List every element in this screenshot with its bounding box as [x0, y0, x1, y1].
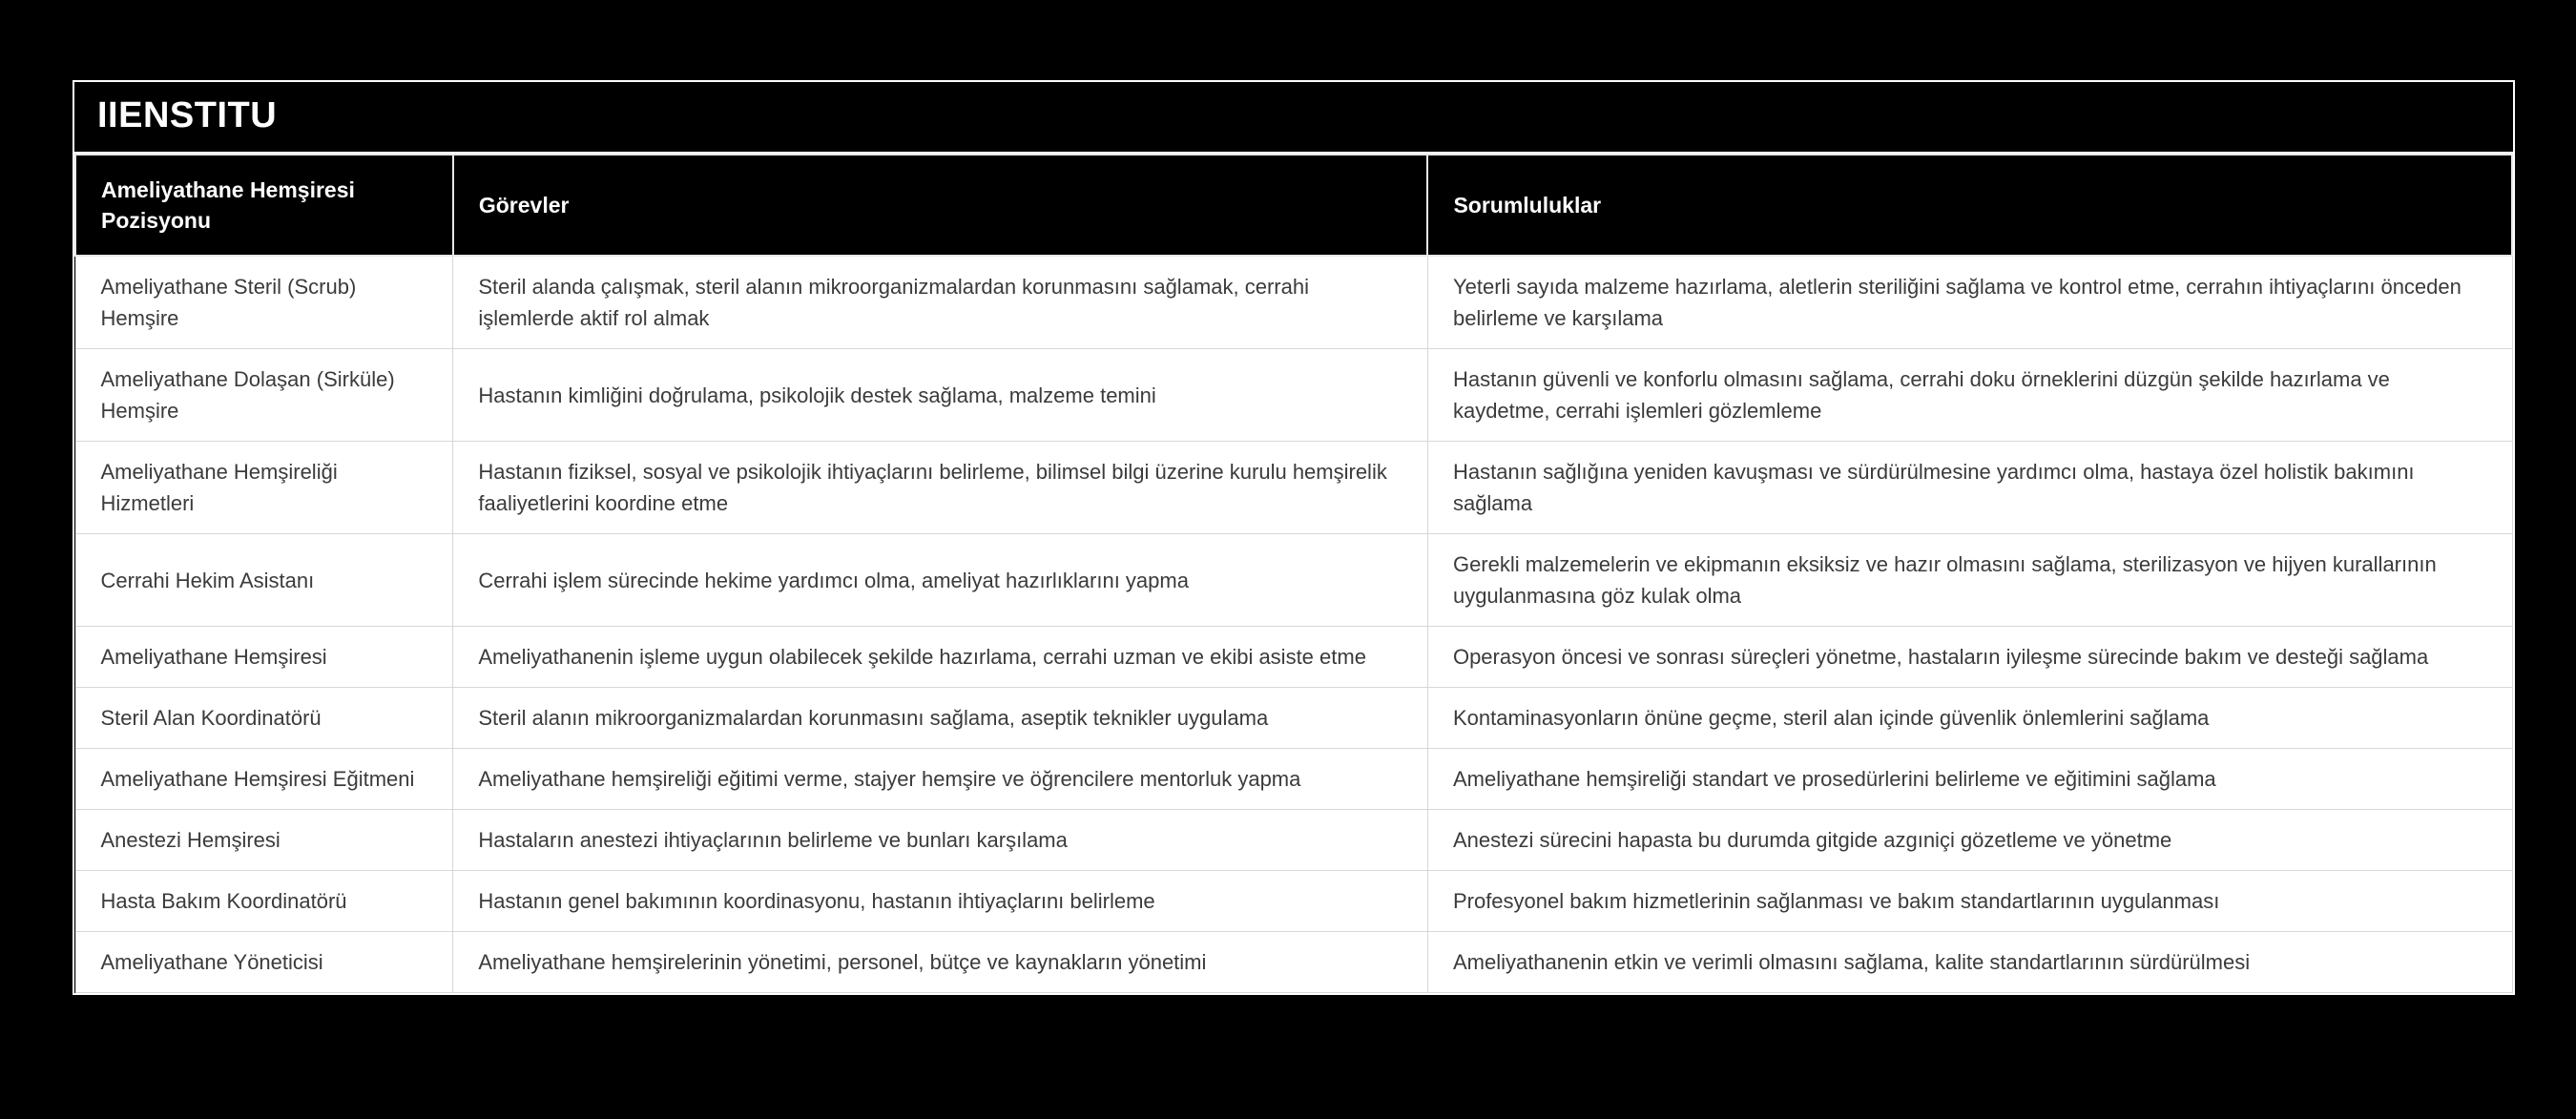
position-cell: Ameliyathane Yöneticisi	[75, 932, 453, 993]
column-header-duties: Görevler	[453, 155, 1428, 256]
positions-table	[74, 154, 2513, 993]
position-cell: Cerrahi Hekim Asistanı	[75, 534, 453, 627]
duties-cell: Steril alanın mikroorganizmalardan korunmasını sağlama, aseptik teknikler uygulama	[453, 688, 1428, 749]
table-body	[75, 256, 2512, 993]
position-cell: Ameliyathane Hemşiresi Eğitmeni	[75, 749, 453, 810]
duties-cell: Ameliyathanenin işleme uygun olabilecek şekilde hazırlama, cerrahi uzman ve ekibi asiste etme	[453, 627, 1428, 688]
table-row	[75, 349, 2512, 442]
table-row	[75, 627, 2512, 688]
page-title: IIENSTITU	[74, 82, 2513, 154]
table-row	[75, 749, 2512, 810]
position-cell: Ameliyathane Dolaşan (Sirküle) Hemşire	[75, 349, 453, 442]
responsibilities-cell: Ameliyathane hemşireliği standart ve prosedürlerini belirleme ve eğitimini sağlama	[1427, 749, 2512, 810]
duties-cell: Cerrahi işlem sürecinde hekime yardımcı olma, ameliyat hazırlıklarını yapma	[453, 534, 1428, 627]
responsibilities-cell: Hastanın güvenli ve konforlu olmasını sağlama, cerrahi doku örneklerini düzgün şekilde hazırlama ve kaydetme, cerrahi işlemleri gözlemleme	[1427, 349, 2512, 442]
table-row	[75, 688, 2512, 749]
table-row	[75, 256, 2512, 349]
table-row	[75, 442, 2512, 534]
position-cell: Ameliyathane Hemşiresi	[75, 627, 453, 688]
table-row	[75, 810, 2512, 871]
position-cell: Hasta Bakım Koordinatörü	[75, 871, 453, 932]
table-row	[75, 932, 2512, 993]
position-cell: Ameliyathane Hemşireliği Hizmetleri	[75, 442, 453, 534]
column-header-responsibilities: Sorumluluklar	[1427, 155, 2512, 256]
duties-cell: Ameliyathane hemşireliği eğitimi verme, stajyer hemşire ve öğrencilere mentorluk yapma	[453, 749, 1428, 810]
duties-cell: Ameliyathane hemşirelerinin yönetimi, personel, bütçe ve kaynakların yönetimi	[453, 932, 1428, 993]
duties-cell: Hastanın kimliğini doğrulama, psikolojik destek sağlama, malzeme temini	[453, 349, 1428, 442]
content-card	[73, 80, 2515, 995]
table-row	[75, 871, 2512, 932]
responsibilities-cell: Ameliyathanenin etkin ve verimli olmasını sağlama, kalite standartlarının sürdürülmesi	[1427, 932, 2512, 993]
responsibilities-cell: Anestezi sürecini hapasta bu durumda gitgide azgıniçi gözetleme ve yönetme	[1427, 810, 2512, 871]
column-header-position: Ameliyathane Hemşiresi Pozisyonu	[75, 155, 453, 256]
table-header-row	[75, 155, 2512, 256]
responsibilities-cell: Gerekli malzemelerin ve ekipmanın eksiksiz ve hazır olmasını sağlama, sterilizasyon ve hijyen kurallarının uygulanmasına göz kulak olma	[1427, 534, 2512, 627]
responsibilities-cell: Profesyonel bakım hizmetlerinin sağlanması ve bakım standartlarının uygulanması	[1427, 871, 2512, 932]
responsibilities-cell: Operasyon öncesi ve sonrası süreçleri yönetme, hastaların iyileşme sürecinde bakım ve desteği sağlama	[1427, 627, 2512, 688]
duties-cell: Steril alanda çalışmak, steril alanın mikroorganizmalardan korunmasını sağlamak, cerrahi işlemlerde aktif rol almak	[453, 256, 1428, 349]
position-cell: Ameliyathane Steril (Scrub) Hemşire	[75, 256, 453, 349]
duties-cell: Hastanın genel bakımının koordinasyonu, hastanın ihtiyaçlarını belirleme	[453, 871, 1428, 932]
table-row	[75, 534, 2512, 627]
duties-cell: Hastanın fiziksel, sosyal ve psikolojik ihtiyaçlarını belirleme, bilimsel bilgi üzerine kurulu hemşirelik faaliyetlerini koordine etme	[453, 442, 1428, 534]
responsibilities-cell: Yeterli sayıda malzeme hazırlama, aletlerin steriliğini sağlama ve kontrol etme, cerrahın ihtiyaçlarını önceden belirleme ve karşılama	[1427, 256, 2512, 349]
responsibilities-cell: Hastanın sağlığına yeniden kavuşması ve sürdürülmesine yardımcı olma, hastaya özel holistik bakımını sağlama	[1427, 442, 2512, 534]
responsibilities-cell: Kontaminasyonların önüne geçme, steril alan içinde güvenlik önlemlerini sağlama	[1427, 688, 2512, 749]
position-cell: Anestezi Hemşiresi	[75, 810, 453, 871]
duties-cell: Hastaların anestezi ihtiyaçlarının belirleme ve bunları karşılama	[453, 810, 1428, 871]
position-cell: Steril Alan Koordinatörü	[75, 688, 453, 749]
